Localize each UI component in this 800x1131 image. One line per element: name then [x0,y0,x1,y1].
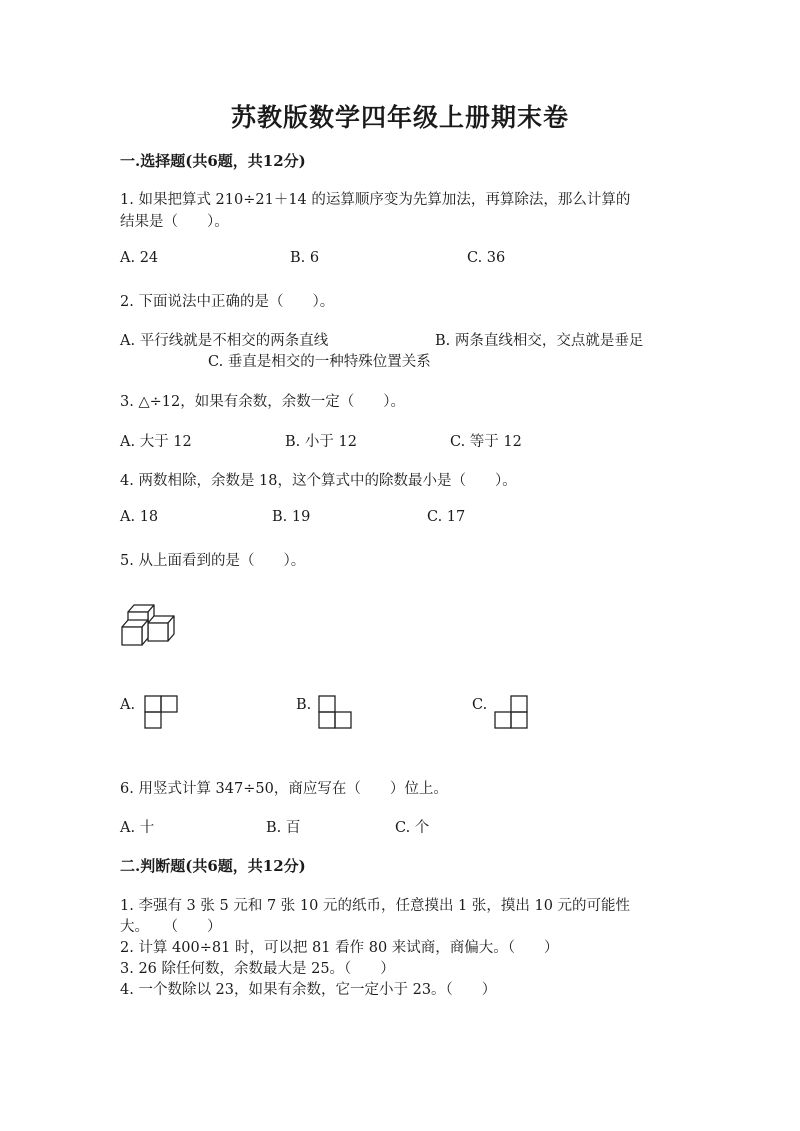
question-1-option-c: C. 36 [467,250,506,266]
question-1-line-2: 结果是（ ）。 [120,214,229,230]
question-5-option-a: A. [120,697,136,713]
section-heading-judgement: 二.判断题(共6题，共12分) [120,857,306,875]
judgement-item-4: 4. 一个数除以 23，如果有余数，它一定小于 23。（ ） [120,982,497,998]
judgement-item-1-line-2: 大。 （ ） [120,919,222,935]
section-heading-choice: 一.选择题(共6题，共12分) [120,152,306,170]
question-2-option-a: A. 平行线就是不相交的两条直线 [120,333,329,349]
question-4-option-a: A. 18 [120,509,159,525]
question-6-option-b: B. 百 [266,820,301,836]
question-5-option-c: C. [472,697,488,713]
question-2-text: 2. 下面说法中正确的是（ ）。 [120,294,335,310]
question-3-option-b: B. 小于 12 [285,434,357,450]
question-4-option-c: C. 17 [427,509,466,525]
judgement-item-1-line-1: 1. 李强有 3 张 5 元和 7 张 10 元的纸币，任意摸出 1 张，摸出 10 元的可能性 [120,898,631,914]
question-4-option-b: B. 19 [272,509,311,525]
cube-stack-figure [120,600,182,648]
top-view-option-a-figure [143,694,179,730]
question-2-option-b: B. 两条直线相交，交点就是垂足 [435,333,644,349]
question-3-option-a: A. 大于 12 [120,434,192,450]
question-6-option-a: A. 十 [120,820,155,836]
question-1-line-1: 1. 如果把算式 210÷21＋14 的运算顺序变为先算加法，再算除法，那么计算的 [120,192,631,208]
judgement-item-3: 3. 26 除任何数，余数最大是 25。（ ） [120,961,395,977]
question-5-text: 5. 从上面看到的是（ ）。 [120,553,306,569]
question-1-option-b: B. 6 [290,250,320,266]
question-6-text: 6. 用竖式计算 347÷50，商应写在（ ）位上。 [120,781,448,797]
question-2-option-c: C. 垂直是相交的一种特殊位置关系 [208,354,431,370]
top-view-option-b-figure [317,694,353,730]
question-3-option-c: C. 等于 12 [450,434,522,450]
question-1-option-a: A. 24 [120,250,159,266]
question-4-text: 4. 两数相除，余数是 18，这个算式中的除数最小是（ ）。 [120,473,517,489]
question-3-text: 3. △÷12，如果有余数，余数一定（ ）。 [120,394,405,410]
page-title: 苏教版数学四年级上册期末卷 [230,103,569,132]
judgement-item-2: 2. 计算 400÷81 时，可以把 81 看作 80 来试商，商偏大。（ ） [120,940,559,956]
top-view-option-c-figure [493,694,529,730]
question-5-option-b: B. [296,697,312,713]
question-6-option-c: C. 个 [395,820,430,836]
